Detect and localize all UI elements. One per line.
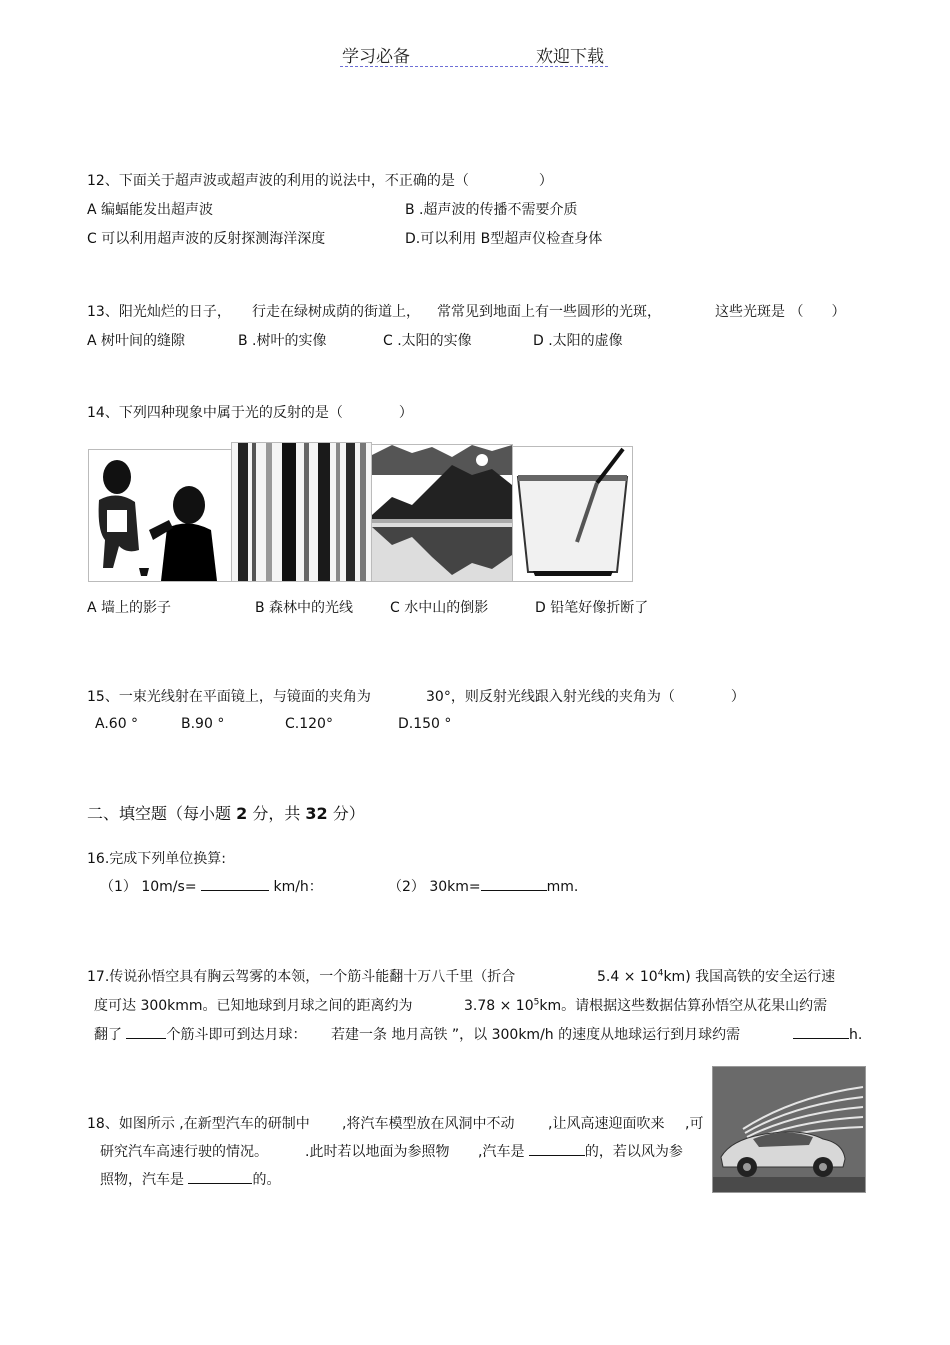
figure-mountain-reflection (371, 444, 513, 582)
section-2-title (87, 801, 365, 824)
q12-option-b: B .超声波的传播不需要介质 (405, 202, 578, 218)
q16-part-1-suffix: km/h： (269, 879, 323, 895)
figure-car-wind-tunnel (712, 1066, 866, 1193)
q17-line-3a (94, 1024, 306, 1044)
q18-line-2a: 研究汽车高速行驶的情况。 (100, 1144, 268, 1160)
q14-option-a: A 墙上的影子 (87, 600, 172, 616)
q12-stem: 12、下面关于超声波或超声波的利用的说法中，不正确的是（ ） (87, 173, 553, 189)
q13-option-d: D .太阳的虚像 (533, 333, 623, 349)
q18-line-1c: ,让风高速迎面吹来 (548, 1116, 665, 1132)
header-right: 欢迎下载 (536, 47, 604, 67)
q18-line-1b: ,将汽车模型放在风洞中不动 (342, 1116, 515, 1132)
section-2-suffix: 分） (327, 804, 365, 823)
q17-line-2a: 度可达 300kmm。已知地球到月球之间的距离约为 (94, 998, 413, 1014)
q16-part-2-suffix: mm. (546, 879, 579, 895)
q14-option-d: D 铅笔好像折断了 (535, 600, 649, 616)
q18-line-2d: 的，若以风为参 (584, 1144, 683, 1160)
q14-option-c: C 水中山的倒影 (390, 600, 489, 616)
q15-stem-1: 15、一束光线射在平面镜上，与镜面的夹角为 (87, 689, 371, 705)
q17-line-2c: km。请根据这些数据估算孙悟空从花果山约需 (539, 998, 828, 1014)
q12-option-c: C 可以利用超声波的反射探测海洋深度 (87, 231, 326, 247)
q17-answer-blank-2[interactable] (793, 1024, 849, 1039)
q15-option-a: A.60 ° (95, 716, 139, 732)
q18-answer-blank-2[interactable] (188, 1169, 252, 1184)
q17-line-3b: 个筋斗即可到达月球： (166, 1027, 307, 1043)
q16-answer-blank-1[interactable] (201, 876, 269, 891)
q13-stem-4: 这些光斑是 （ ） (715, 304, 846, 320)
q12-option-a: A 编蝠能发出超声波 (87, 202, 214, 218)
figure-forest-light (231, 442, 372, 582)
header-left: 学习必备 (342, 47, 410, 67)
q17-unit-h: h. (849, 1027, 863, 1043)
q18-line-1a: 18、如图所示 ,在新型汽车的研制中 (87, 1116, 310, 1132)
q17-line-1a: 17.传说孙悟空具有胸云驾雾的本领，一个筋斗能翻十万八千里（折合 (87, 969, 516, 985)
q16-part-1 (100, 876, 323, 896)
q16-part-2 (388, 876, 578, 896)
q17-exponent-1: 4 (657, 968, 664, 979)
q15-stem-2: 30°，则反射光线跟入射光线的夹角为（ ） (426, 689, 745, 705)
section-2-total: 32 (305, 804, 328, 823)
q17-answer-blank-1[interactable] (126, 1024, 166, 1039)
q16-part-1-prefix: （1） 10m/s= (100, 879, 202, 895)
section-2-prefix: 二、填空题（每小题 (87, 804, 237, 823)
page-header (340, 42, 608, 67)
q18-line-3 (100, 1169, 280, 1189)
q15-option-d: D.150 ° (398, 716, 452, 732)
q17-line-3-prefix: 翻了 (94, 1027, 127, 1043)
q18-answer-blank-1[interactable] (529, 1141, 585, 1156)
q16-part-2-prefix: （2） 30km= (388, 879, 481, 895)
q14-stem: 14、下列四种现象中属于光的反射的是（ ） (87, 405, 413, 421)
q18-line-1d: ,可 (685, 1116, 704, 1132)
q14-option-b: B 森林中的光线 (255, 600, 354, 616)
q16-stem: 16.完成下列单位换算: (87, 851, 226, 867)
q13-option-a: A 树叶间的缝隙 (87, 333, 186, 349)
q18-line-2c-text: ,汽车是 (478, 1144, 529, 1160)
q13-option-c: C .太阳的实像 (383, 333, 472, 349)
q18-line-2b: .此时若以地面为参照物 (305, 1144, 450, 1160)
q17-line-3c: 若建一条 地月高铁 ”，以 300km/h 的速度从地球运行到月球约需 (331, 1027, 741, 1043)
q16-answer-blank-2[interactable] (481, 876, 547, 891)
q13-stem-2: 行走在绿树成荫的街道上， (252, 304, 420, 320)
figure-wall-shadow (88, 449, 232, 582)
q18-line-3-prefix: 照物，汽车是 (100, 1172, 189, 1188)
section-2-mid: 分，共 (247, 804, 306, 823)
q18-line-3-suffix: 的。 (252, 1172, 281, 1188)
q18-line-2c (478, 1141, 683, 1161)
section-2-points: 2 (236, 804, 248, 823)
q15-option-c: C.120° (285, 716, 333, 732)
q15-option-b: B.90 ° (181, 716, 225, 732)
q17-line-1c: km) 我国高铁的安全运行速 (663, 969, 836, 985)
q17-line-1b (597, 966, 835, 986)
q17-number-1: 5.4 × 10 (597, 969, 658, 985)
q17-line-3d (793, 1024, 862, 1043)
q17-exponent-2: 5 (533, 997, 540, 1008)
q13-stem-3: 常常见到地面上有一些圆形的光斑， (437, 304, 661, 320)
q17-number-2: 3.78 × 10 (464, 998, 534, 1014)
q12-option-d: D.可以利用 B型超声仪检查身体 (405, 231, 603, 247)
figure-bent-pencil (512, 446, 633, 582)
q17-line-2b (464, 995, 827, 1015)
q13-option-b: B .树叶的实像 (238, 333, 327, 349)
q13-stem-1: 13、阳光灿烂的日子， (87, 304, 231, 320)
